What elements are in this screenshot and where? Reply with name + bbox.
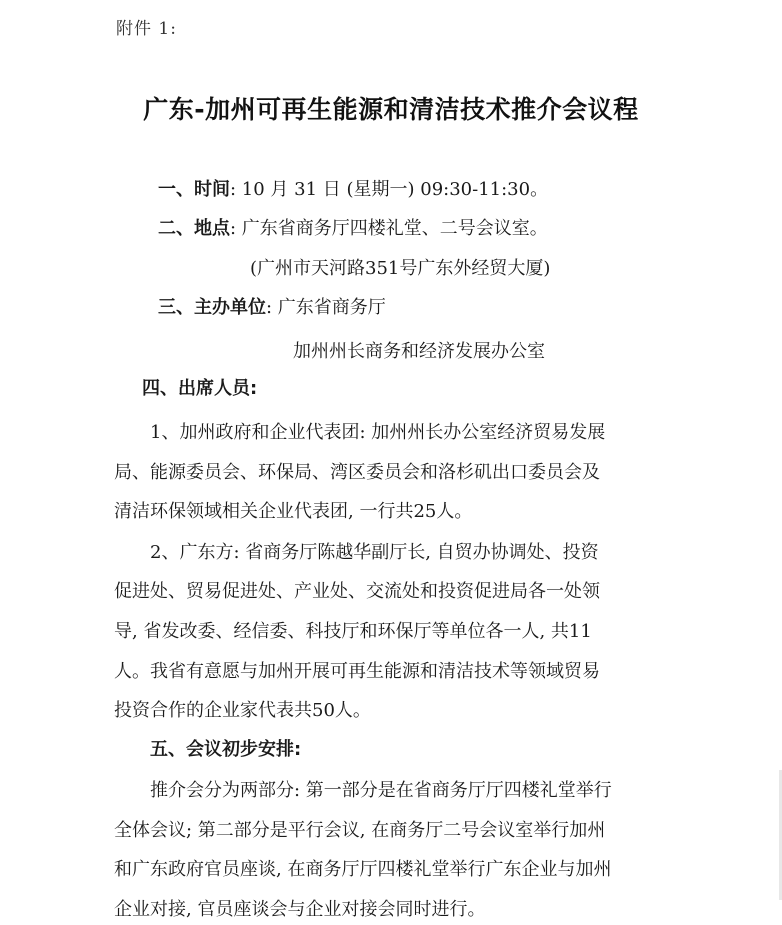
time-line [158,178,548,202]
attachment-label: 附件 1: [116,19,177,39]
organizer-value: : 广东省商务厅 [266,297,386,318]
venue-label: 二、地点 [158,218,230,239]
arrangement-line: 推介会分为两部分: 第一部分是在省商务厅厅四楼礼堂举行 [150,780,612,801]
arrangement-heading: 五、会议初步安排: [150,739,302,760]
document-title: 广东-加州可再生能源和清洁技术推介会议程 [143,95,639,124]
venue-address: (广州市天河路351号广东外经贸大厦) [250,258,551,279]
organizer-second: 加州州长商务和经济发展办公室 [293,341,545,362]
attendees-p2-line: 导, 省发改委、经信委、科技厅和环保厅等单位各一人, 共11 [114,621,592,642]
attendees-p1-line: 1、加州政府和企业代表团: 加州州长办公室经济贸易发展 [150,422,606,443]
time-value: : 10 月 31 日 (星期一) 09:30-11:30。 [230,179,549,200]
arrangement-line: 和广东政府官员座谈, 在商务厅厅四楼礼堂举行广东企业与加州 [114,859,612,880]
attendees-heading: 四、出席人员: [142,378,258,399]
attendees-p2-line: 投资合作的企业家代表共50人。 [114,700,371,721]
attendees-p2-line: 2、广东方: 省商务厅陈越华副厅长, 自贸办协调处、投资 [150,542,599,563]
attendees-p1-line: 清洁环保领域相关企业代表团, 一行共25人。 [114,501,473,522]
organizer-label: 三、主办单位 [158,297,266,318]
attendees-p2-line: 促进处、贸易促进处、产业处、交流处和投资促进局各一处领 [114,581,600,602]
time-label: 一、时间 [158,179,230,200]
arrangement-line: 全体会议; 第二部分是平行会议, 在商务厅二号会议室举行加州 [114,820,606,841]
arrangement-line: 企业对接, 官员座谈会与企业对接会同时进行。 [114,899,486,920]
organizer-line [158,296,386,320]
attendees-p1-line: 局、能源委员会、环保局、湾区委员会和洛杉矶出口委员会及 [114,462,600,483]
venue-line [158,217,548,241]
venue-value: : 广东省商务厅四楼礼堂、二号会议室。 [230,218,548,239]
attendees-p2-line: 人。我省有意愿与加州开展可再生能源和清洁技术等领域贸易 [114,661,600,682]
